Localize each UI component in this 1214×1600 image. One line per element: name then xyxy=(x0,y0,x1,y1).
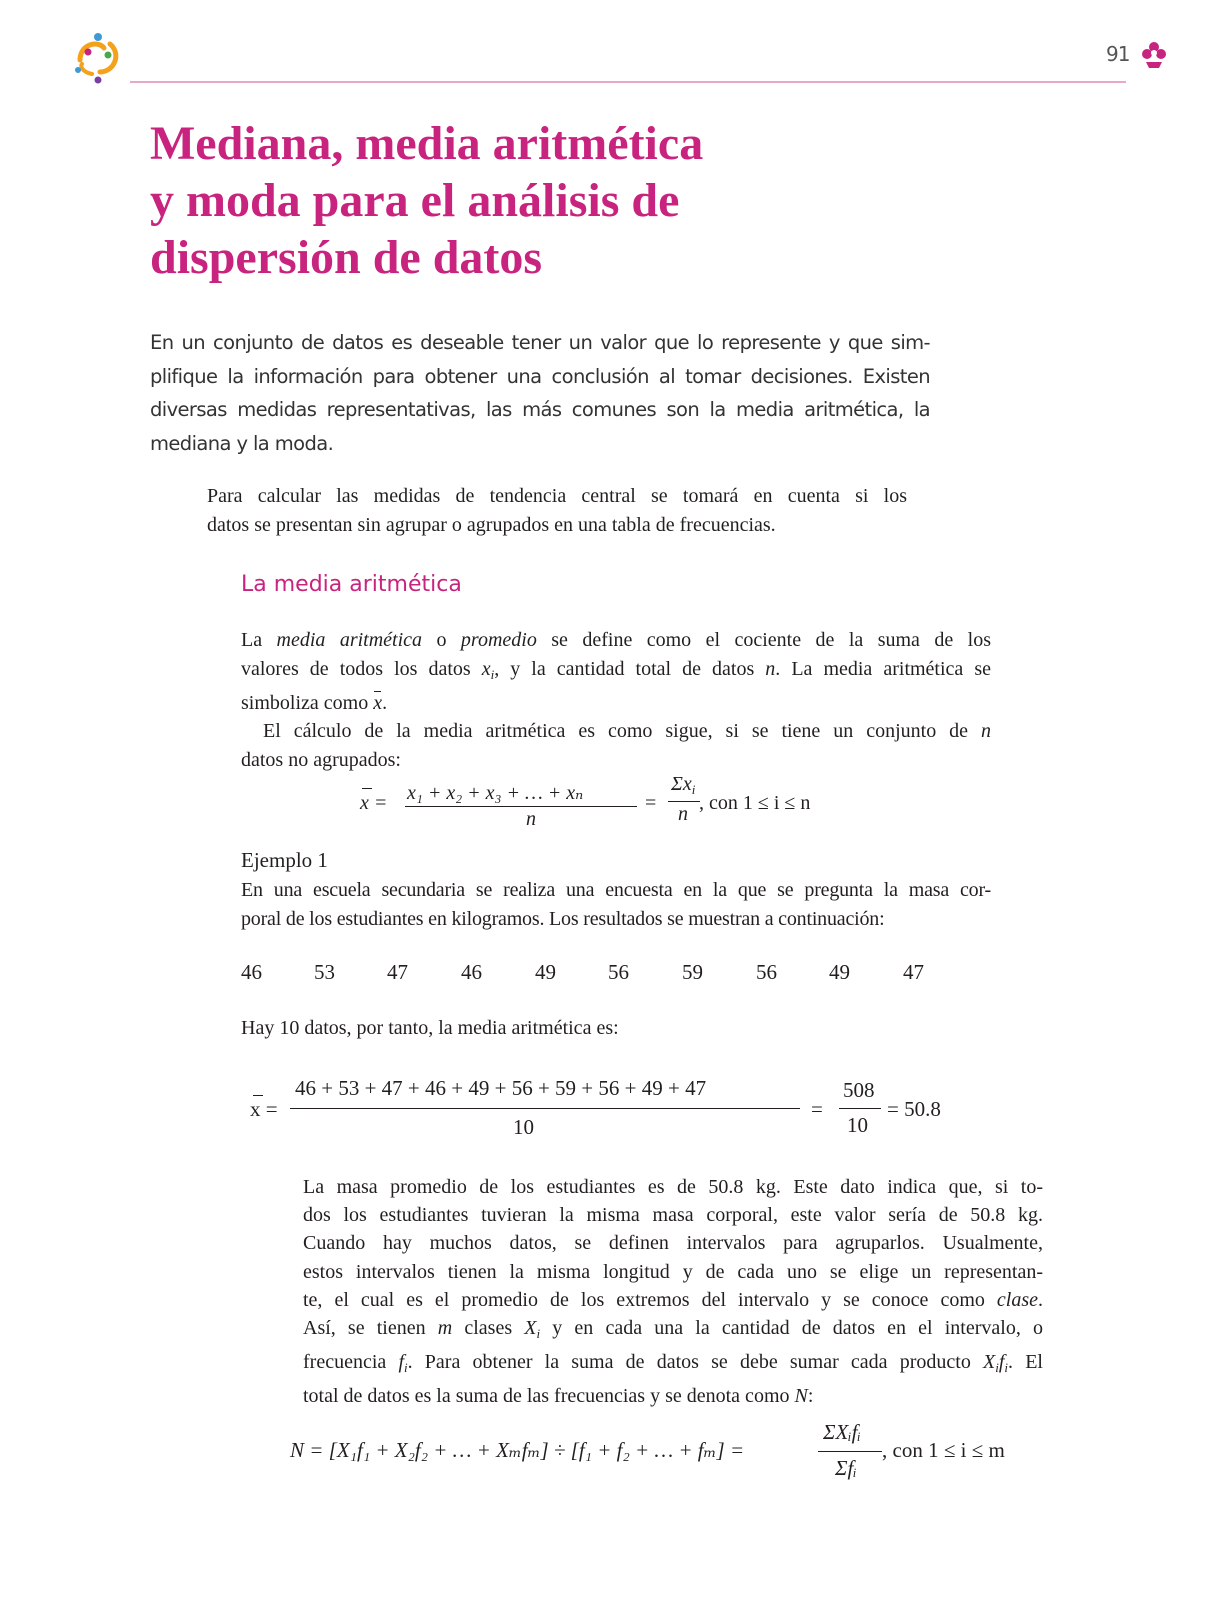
text-line: diversas medidas representativas, las más comunes son la media aritmética, la xyxy=(150,398,930,421)
mean-result: = 50.8 xyxy=(887,1097,941,1121)
formula-denominator: n xyxy=(526,808,536,830)
text-line xyxy=(241,717,991,746)
math-var: n xyxy=(765,657,776,680)
flower-icon xyxy=(1141,40,1167,70)
sum-denominator: n xyxy=(678,803,688,825)
text: simboliza como xyxy=(241,691,374,714)
data-value: 53 xyxy=(314,960,335,984)
data-value: 49 xyxy=(829,960,850,984)
data-value: 56 xyxy=(756,960,777,984)
formula-lhs: x = xyxy=(360,792,388,814)
formula-numerator: 46 + 53 + 47 + 46 + 49 + 56 + 59 + 56 + 49 + 47 xyxy=(295,1076,707,1100)
emphasis-term: media aritmética xyxy=(276,629,423,651)
math-var: x xyxy=(373,691,383,714)
text-line: estos intervalos tienen la misma longitud y de cada uno se elige un representan- xyxy=(303,1260,1043,1283)
example-title: Ejemplo 1 xyxy=(241,848,328,872)
text-line xyxy=(241,626,991,655)
data-value: 46 xyxy=(241,960,262,984)
text-line: La masa promedio de los estudiantes es de 50.8 kg. Este dato indica que, si to- xyxy=(303,1176,1043,1198)
text: La xyxy=(241,629,277,651)
math-var: n xyxy=(981,720,991,743)
example-text xyxy=(241,876,991,933)
formula-denominator: 10 xyxy=(513,1115,534,1139)
text: se define como el cociente de la suma de los xyxy=(536,629,991,651)
sum-value: 508 xyxy=(843,1078,875,1102)
data-value: 49 xyxy=(535,960,556,984)
data-value: 46 xyxy=(461,960,482,984)
intro-paragraph xyxy=(150,326,930,460)
equals-sign: = xyxy=(645,792,657,814)
title-line: Mediana, media aritmética xyxy=(150,117,704,170)
text-line: total de datos es la suma de las frecuencias y se denota como N: xyxy=(303,1385,814,1408)
math-var: X xyxy=(524,1317,537,1340)
math-var: N xyxy=(794,1385,808,1408)
data-values xyxy=(241,960,981,990)
grouped-data-paragraph xyxy=(303,1173,1043,1410)
formula-condition: , con 1 ≤ i ≤ n xyxy=(699,792,811,814)
text-line: mediana y la moda. xyxy=(150,431,334,455)
text-line: En un conjunto de datos es deseable tener un valor que lo represente y que sim- xyxy=(150,331,930,354)
text-line: Así, se tienen m clases $X_i$ y en cada una la cantidad de datos en el intervalo, o xyxy=(303,1317,1043,1341)
formula-numerator: ΣXᵢfᵢ xyxy=(823,1420,861,1444)
text-line: datos se presentan sin agrupar o agrupados en una tabla de frecuencias. xyxy=(207,514,776,536)
text-line: te, el cual es el promedio de los extremos del intervalo y se conoce como clase. xyxy=(303,1288,1043,1311)
text-line: Para calcular las medidas de tendencia central se tomará en cuenta si los xyxy=(207,485,907,507)
example-mean-formula xyxy=(245,1073,965,1143)
text-line: datos no agrupados: xyxy=(241,748,401,771)
definition-paragraph xyxy=(241,626,991,774)
text: , y la cantidad total de datos xyxy=(494,657,766,680)
sum-numerator: $\Sigma x_i$ xyxy=(671,773,696,797)
emphasis-term: promedio xyxy=(460,629,537,651)
title-line: y moda para el análisis de xyxy=(150,174,680,227)
section-heading: La media aritmética xyxy=(241,572,462,597)
text-line xyxy=(241,655,991,689)
formula-numerator: x₁ + x₂ + x₃ + … + xₙ xyxy=(407,782,584,804)
text-line xyxy=(241,689,991,718)
text: . La media aritmética se xyxy=(775,657,991,680)
text-line: plifique la información para obtener una conclusión al tomar decisiones. Existen xyxy=(150,364,930,388)
text-line: dos los estudiantes tuvieran la misma masa corporal, este valor sería de 50.8 kg. xyxy=(303,1204,1043,1227)
formula-lhs: x = xyxy=(250,1097,278,1121)
text: valores de todos los datos xyxy=(241,657,482,680)
page-number: 91 xyxy=(1106,42,1130,66)
page-title xyxy=(150,115,910,286)
math-var: X xyxy=(983,1351,996,1374)
formula-denominator: Σfᵢ xyxy=(835,1456,857,1480)
header-rule xyxy=(130,81,1126,83)
data-value: 47 xyxy=(387,960,408,984)
equals-sign: = xyxy=(811,1097,823,1121)
title-line: dispersión de datos xyxy=(150,231,543,284)
math-var: m xyxy=(437,1317,453,1340)
math-var: f xyxy=(398,1351,404,1374)
count-text: Hay 10 datos, por tanto, la media aritmética es: xyxy=(241,1017,619,1039)
formula-lhs: N = [X₁f₁ + X₂f₂ + … + Xₘfₘ] ÷ [f₁ + f₂ + … + fₘ] = xyxy=(290,1438,745,1462)
text-line: frecuencia $f_i$. Para obtener la suma de datos se debe sumar cada producto $X_if_i$. El xyxy=(303,1351,1043,1375)
mean-formula xyxy=(350,775,870,831)
text-line: En una escuela secundaria se realiza una encuesta en la que se pregunta la masa cor- xyxy=(241,879,991,901)
text-line: poral de los estudiantes en kilogramos. Los resultados se muestran a continuación: xyxy=(241,907,885,930)
math-sub: i xyxy=(490,666,495,682)
count-value: 10 xyxy=(847,1113,868,1137)
logo-icon xyxy=(70,30,126,86)
text-line: Cuando hay muchos datos, se definen intervalos para agruparlos. Usualmente, xyxy=(303,1232,1043,1255)
math-var: x xyxy=(481,657,491,680)
text: . xyxy=(382,691,388,714)
grouped-formula xyxy=(290,1418,1050,1492)
formula-condition: , con 1 ≤ i ≤ m xyxy=(882,1438,1005,1462)
text: o xyxy=(422,629,461,651)
tendency-paragraph xyxy=(207,482,907,540)
text: El cálculo de la media aritmética es como sigue, si se tiene un conjunto de xyxy=(263,720,981,743)
data-value: 56 xyxy=(608,960,629,984)
emphasis-term: clase xyxy=(996,1288,1038,1311)
data-value: 47 xyxy=(903,960,924,984)
data-value: 59 xyxy=(682,960,703,984)
